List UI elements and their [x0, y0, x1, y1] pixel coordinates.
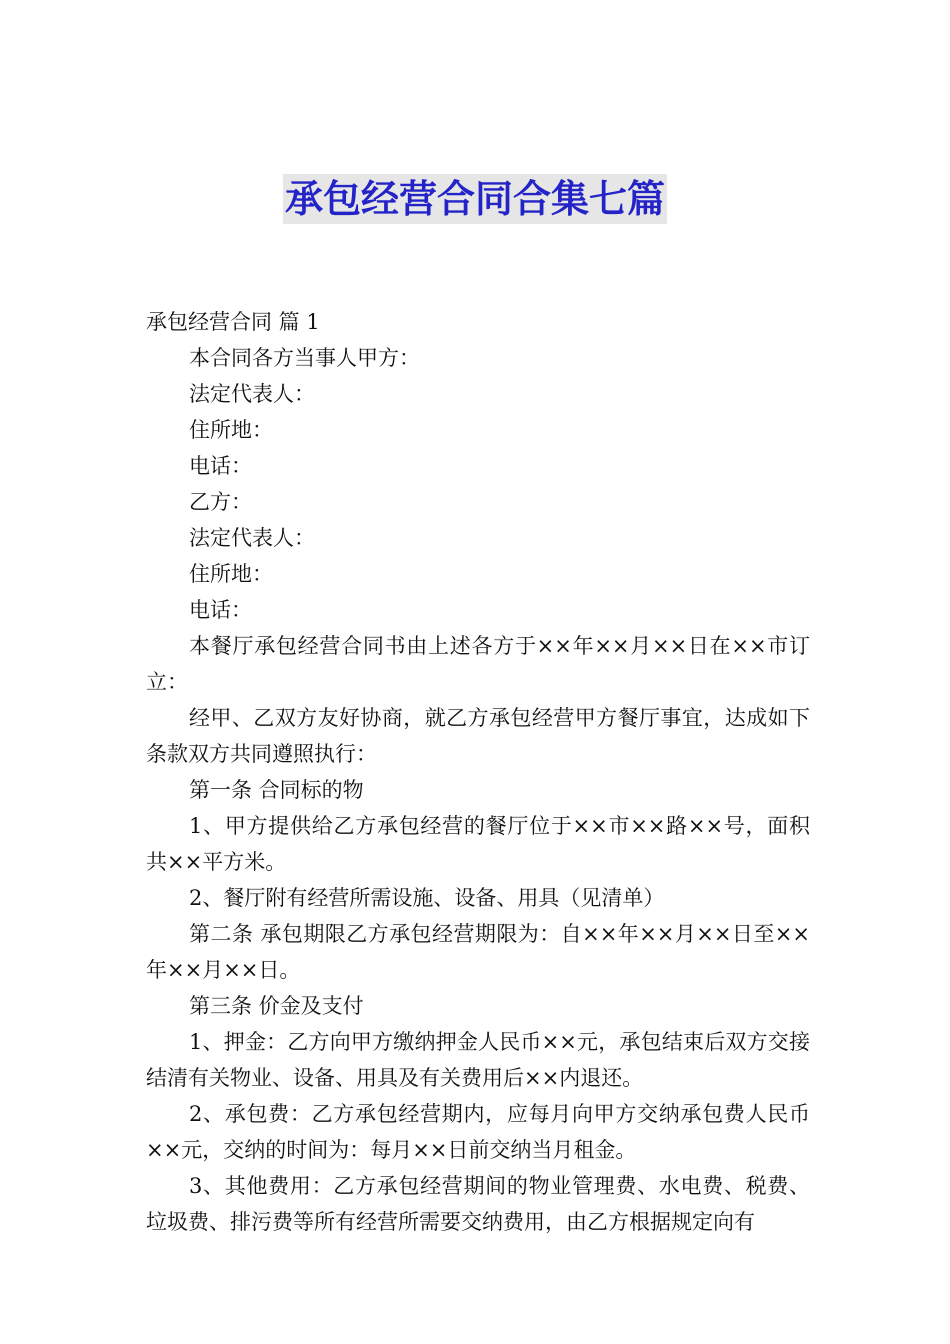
- paragraph: 2、承包费：乙方承包经营期内，应每月向甲方交纳承包费人民币××元，交纳的时间为：每月××日前交纳当月租金。: [146, 1102, 810, 1162]
- paragraph: 住所地：: [189, 562, 273, 586]
- paragraph: 本合同各方当事人甲方：: [189, 346, 420, 370]
- paragraph: 2、餐厅附有经营所需设施、设备、用具（见清单）: [189, 886, 665, 910]
- paragraph: 经甲、乙双方友好协商，就乙方承包经营甲方餐厅事宜，达成如下条款双方共同遵照执行：: [146, 706, 810, 766]
- clause-heading: 第一条 合同标的物: [189, 778, 364, 802]
- clause-heading: 第三条 价金及支付: [189, 994, 364, 1018]
- document-title-text: 承包经营合同合集七篇: [283, 174, 667, 224]
- paragraph: 本餐厅承包经营合同书由上述各方于××年××月××日在××市订立：: [146, 634, 810, 694]
- paragraph: 乙方：: [189, 490, 252, 514]
- paragraph: 法定代表人：: [189, 526, 315, 550]
- clause-heading: 第二条 承包期限乙方承包经营期限为：自××年××月××日至××年××月××日。: [146, 922, 810, 982]
- paragraph: 1、甲方提供给乙方承包经营的餐厅位于××市××路××号，面积共××平方米。: [146, 814, 810, 874]
- paragraph: 住所地：: [189, 418, 273, 442]
- paragraph: 3、其他费用：乙方承包经营期间的物业管理费、水电费、税费、垃圾费、排污费等所有经营所需要交纳费用，由乙方根据规定向有: [146, 1174, 810, 1234]
- document-title: [0, 174, 950, 224]
- paragraph: 1、押金：乙方向甲方缴纳押金人民币××元，承包结束后双方交接结清有关物业、设备、用具及有关费用后××内退还。: [146, 1030, 810, 1090]
- paragraph: 法定代表人：: [189, 382, 315, 406]
- document-body: [146, 304, 810, 1240]
- paragraph: 电话：: [189, 454, 252, 478]
- section-heading: 承包经营合同 篇 1: [146, 310, 320, 334]
- paragraph: 电话：: [189, 598, 252, 622]
